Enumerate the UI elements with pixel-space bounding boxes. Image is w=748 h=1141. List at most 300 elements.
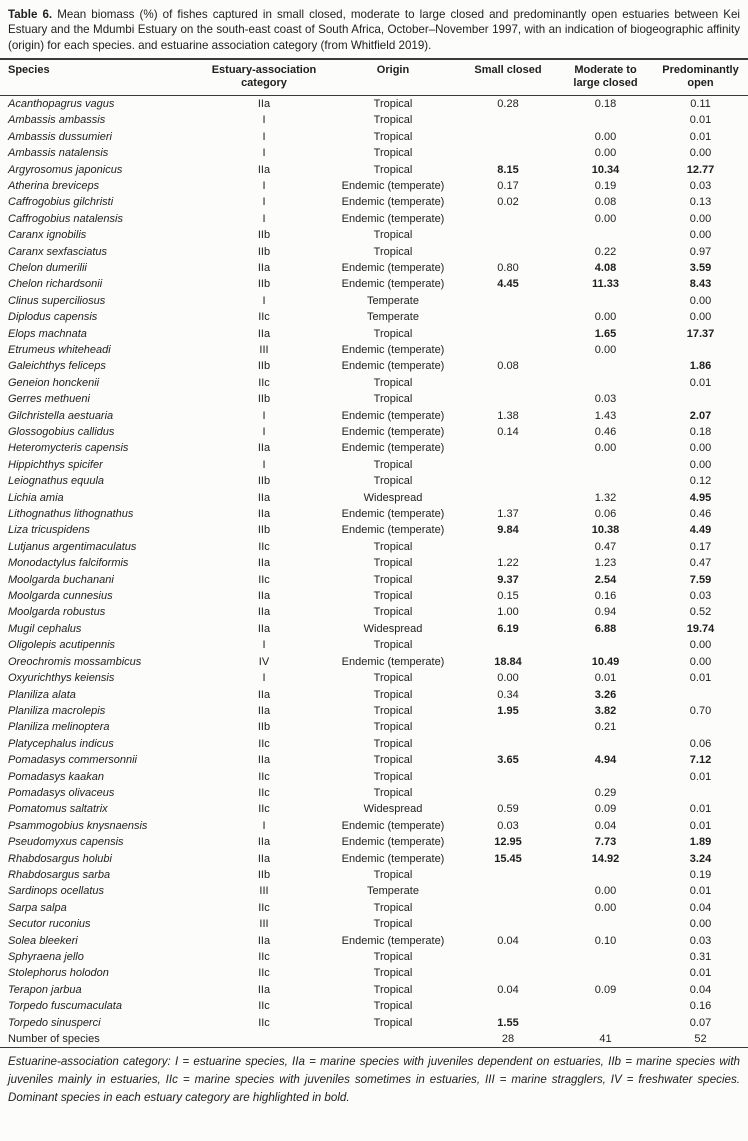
origin-cell: Tropical — [373, 721, 413, 734]
category-cell: IIa — [257, 163, 271, 176]
value-cell: 0.03 — [689, 590, 712, 603]
category-cell: IIa — [257, 606, 271, 619]
species-cell: Leiognathus equula — [8, 475, 105, 488]
origin-cell: Tropical — [373, 967, 413, 980]
value-cell: 0.08 — [497, 360, 519, 373]
value-cell: 1.43 — [594, 409, 617, 422]
value-cell: 0.00 — [689, 639, 712, 652]
summary-label: Number of species — [0, 1031, 200, 1048]
origin-cell: Temperate — [367, 885, 419, 898]
category-cell: III — [259, 885, 269, 898]
origin-cell: Tropical — [373, 951, 413, 964]
value-cell: 1.23 — [594, 557, 617, 570]
origin-cell: Tropical — [373, 245, 413, 258]
value-cell: 6.88 — [594, 622, 617, 635]
value-cell: 0.52 — [689, 606, 712, 619]
value-cell — [458, 244, 558, 260]
value-cell: 10.34 — [591, 163, 620, 176]
table-row — [0, 408, 748, 424]
category-cell: IIc — [258, 786, 270, 799]
origin-cell: Endemic (temperate) — [341, 508, 445, 521]
table-row — [0, 539, 748, 555]
value-cell: 0.00 — [689, 147, 712, 160]
origin-cell: Tropical — [373, 327, 413, 340]
value-cell: 0.94 — [594, 606, 617, 619]
value-cell: 4.45 — [497, 278, 519, 291]
value-cell — [558, 998, 653, 1014]
value-cell: 0.00 — [594, 147, 617, 160]
category-cell: IV — [258, 655, 270, 668]
value-cell — [458, 293, 558, 309]
table-caption-text: Mean biomass (%) of fishes captured in small closed, moderate to large closed and predominantly open estuaries between Kei Estuary and the Mdumbi Estuary on the south-east coast of South Africa, October–November 1997, with an indication of biogeographic affinity (origin) for each species. and estuarine association category (from Whitfield 2019). — [8, 8, 740, 52]
table-row — [0, 736, 748, 752]
species-cell: Ambassis ambassis — [8, 114, 106, 127]
table-row — [0, 375, 748, 391]
category-cell: I — [262, 672, 266, 685]
value-cell — [458, 769, 558, 785]
origin-cell: Tropical — [373, 918, 413, 931]
species-cell: Caranx ignobilis — [8, 229, 87, 242]
value-cell: 0.47 — [689, 557, 712, 570]
species-cell: Caffrogobius gilchristi — [8, 196, 114, 209]
value-cell — [458, 375, 558, 391]
value-cell — [458, 342, 558, 358]
category-cell: IIc — [258, 737, 270, 750]
origin-cell: Tropical — [373, 475, 413, 488]
value-cell: 18.84 — [494, 655, 522, 668]
value-cell: 1.95 — [497, 704, 519, 717]
origin-cell: Tropical — [373, 672, 413, 685]
value-cell: 17.37 — [686, 327, 715, 340]
species-cell: Rhabdosargus holubi — [8, 852, 112, 865]
category-cell: IIa — [257, 622, 271, 635]
value-cell — [458, 736, 558, 752]
species-cell: Pomadasys commersonnii — [8, 754, 137, 767]
value-cell: 1.89 — [689, 836, 712, 849]
species-cell: Secutor ruconius — [8, 918, 91, 931]
table-row — [0, 637, 748, 653]
species-cell: Ambassis dussumieri — [8, 130, 112, 143]
species-cell: Galeichthys feliceps — [8, 360, 106, 373]
value-cell: 0.00 — [594, 130, 617, 143]
species-cell: Liza tricuspidens — [8, 524, 90, 537]
value-cell: 0.00 — [689, 458, 712, 471]
summary-value: 52 — [653, 1031, 748, 1048]
category-cell: IIa — [257, 491, 271, 504]
origin-cell: Tropical — [373, 901, 413, 914]
value-cell: 10.38 — [591, 524, 620, 537]
column-header-5: Predominantly open — [653, 59, 748, 96]
category-cell: IIc — [258, 967, 270, 980]
species-cell: Gilchristella aestuaria — [8, 409, 114, 422]
value-cell — [558, 916, 653, 932]
value-cell: 3.59 — [689, 261, 712, 274]
value-cell — [458, 457, 558, 473]
value-cell: 0.00 — [689, 212, 712, 225]
category-cell: IIb — [257, 721, 271, 734]
value-cell: 10.49 — [591, 655, 620, 668]
table-row — [0, 1015, 748, 1031]
species-cell: Chelon richardsonii — [8, 278, 103, 291]
header-row — [0, 59, 748, 96]
table-row — [0, 670, 748, 686]
value-cell — [558, 112, 653, 128]
value-cell: 0.14 — [497, 426, 519, 439]
species-cell: Planiliza melinoptera — [8, 721, 110, 734]
table-row — [0, 490, 748, 506]
value-cell: 1.86 — [689, 360, 712, 373]
value-cell: 4.95 — [689, 491, 712, 504]
value-cell: 0.28 — [497, 97, 519, 110]
table-body — [0, 95, 748, 1048]
category-cell: IIa — [257, 327, 271, 340]
table-row — [0, 851, 748, 867]
category-cell: IIa — [257, 261, 271, 274]
category-cell: IIc — [258, 1000, 270, 1013]
value-cell — [458, 490, 558, 506]
origin-cell: Endemic (temperate) — [341, 819, 445, 832]
value-cell — [458, 391, 558, 407]
table-row — [0, 867, 748, 883]
value-cell — [458, 965, 558, 981]
table-row — [0, 358, 748, 374]
origin-cell: Endemic (temperate) — [341, 196, 445, 209]
category-cell: IIa — [257, 983, 271, 996]
table-row — [0, 424, 748, 440]
table-row — [0, 391, 748, 407]
table-row — [0, 260, 748, 276]
category-cell: IIa — [257, 557, 271, 570]
origin-cell: Tropical — [373, 163, 413, 176]
value-cell: 0.00 — [594, 442, 617, 455]
table-row — [0, 178, 748, 194]
value-cell — [558, 473, 653, 489]
table-row — [0, 965, 748, 981]
origin-cell: Tropical — [373, 557, 413, 570]
species-cell: Moolgarda robustus — [8, 606, 106, 619]
category-cell: IIc — [258, 951, 270, 964]
column-header-2: Origin — [328, 59, 458, 96]
category-cell: IIb — [257, 360, 271, 373]
table-row — [0, 998, 748, 1014]
value-cell: 0.04 — [497, 934, 519, 947]
value-cell — [458, 867, 558, 883]
species-cell: Stolephorus holodon — [8, 967, 109, 980]
value-cell — [653, 785, 748, 801]
value-cell: 0.04 — [689, 901, 712, 914]
origin-cell: Endemic (temperate) — [341, 343, 445, 356]
value-cell: 0.70 — [689, 704, 712, 717]
value-cell: 8.43 — [689, 278, 712, 291]
origin-cell: Tropical — [373, 147, 413, 160]
value-cell — [458, 785, 558, 801]
value-cell: 0.46 — [689, 508, 712, 521]
value-cell: 0.02 — [497, 196, 519, 209]
species-cell: Pseudomyxus capensis — [8, 836, 124, 849]
origin-cell: Widespread — [363, 622, 423, 635]
column-header-3: Small closed — [458, 59, 558, 96]
value-cell: 0.03 — [497, 819, 519, 832]
category-cell: IIb — [257, 524, 271, 537]
value-cell — [458, 916, 558, 932]
summary-value — [200, 1031, 328, 1048]
category-cell: I — [262, 409, 266, 422]
category-cell: IIa — [257, 688, 271, 701]
species-cell: Rhabdosargus sarba — [8, 868, 111, 881]
table-row — [0, 227, 748, 243]
category-cell: I — [262, 458, 266, 471]
category-cell: III — [259, 343, 269, 356]
value-cell: 7.12 — [689, 754, 712, 767]
table-row — [0, 933, 748, 949]
table-row — [0, 326, 748, 342]
species-cell: Terapon jarbua — [8, 983, 82, 996]
category-cell: IIb — [257, 229, 271, 242]
value-cell: 0.01 — [689, 967, 712, 980]
value-cell: 0.01 — [689, 672, 712, 685]
value-cell: 0.19 — [689, 868, 712, 881]
origin-cell: Endemic (temperate) — [341, 655, 445, 668]
value-cell: 0.03 — [689, 179, 712, 192]
table-row — [0, 112, 748, 128]
table-row — [0, 785, 748, 801]
origin-cell: Tropical — [373, 458, 413, 471]
value-cell: 0.00 — [594, 901, 617, 914]
value-cell: 0.00 — [594, 885, 617, 898]
value-cell — [458, 883, 558, 899]
table-row — [0, 703, 748, 719]
value-cell: 0.13 — [689, 196, 712, 209]
species-cell: Chelon dumerilii — [8, 261, 87, 274]
value-cell: 9.37 — [497, 573, 519, 586]
value-cell: 0.08 — [594, 196, 617, 209]
value-cell: 3.26 — [594, 688, 617, 701]
category-cell: IIa — [257, 97, 271, 110]
summary-value — [328, 1031, 458, 1048]
origin-cell: Endemic (temperate) — [341, 934, 445, 947]
category-cell: I — [262, 196, 266, 209]
category-cell: IIc — [258, 1016, 270, 1029]
category-cell: IIb — [257, 245, 271, 258]
table-row — [0, 621, 748, 637]
table-row — [0, 129, 748, 145]
table-row — [0, 162, 748, 178]
origin-cell: Temperate — [367, 294, 419, 307]
value-cell — [653, 687, 748, 703]
value-cell — [458, 473, 558, 489]
category-cell: IIc — [258, 573, 270, 586]
value-cell: 0.06 — [689, 737, 712, 750]
species-cell: Moolgarda cunnesius — [8, 590, 113, 603]
value-cell — [558, 227, 653, 243]
category-cell: IIa — [257, 442, 271, 455]
value-cell — [458, 112, 558, 128]
value-cell: 0.01 — [594, 672, 617, 685]
value-cell: 4.94 — [594, 754, 617, 767]
value-cell: 0.01 — [689, 114, 712, 127]
species-cell: Hippichthys spicifer — [8, 458, 103, 471]
category-cell: IIa — [257, 852, 271, 865]
species-cell: Monodactylus falciformis — [8, 557, 129, 570]
species-cell: Platycephalus indicus — [8, 737, 114, 750]
value-cell: 0.80 — [497, 261, 519, 274]
table-row — [0, 883, 748, 899]
category-cell: I — [262, 639, 266, 652]
origin-cell: Endemic (temperate) — [341, 212, 445, 225]
origin-cell: Endemic (temperate) — [341, 409, 445, 422]
value-cell: 0.01 — [689, 376, 712, 389]
summary-value: 28 — [458, 1031, 558, 1048]
value-cell: 2.54 — [594, 573, 617, 586]
value-cell: 12.95 — [494, 836, 522, 849]
origin-cell: Tropical — [373, 393, 413, 406]
origin-cell: Tropical — [373, 573, 413, 586]
species-cell: Moolgarda buchanani — [8, 573, 114, 586]
value-cell: 0.59 — [497, 803, 519, 816]
value-cell: 7.73 — [594, 836, 617, 849]
value-cell: 4.08 — [594, 261, 617, 274]
value-cell: 0.00 — [689, 311, 712, 324]
value-cell: 0.47 — [594, 540, 617, 553]
table-row — [0, 145, 748, 161]
table-row — [0, 309, 748, 325]
value-cell — [458, 129, 558, 145]
origin-cell: Tropical — [373, 1000, 413, 1013]
value-cell: 0.10 — [594, 934, 617, 947]
table-row — [0, 654, 748, 670]
table-row — [0, 95, 748, 112]
species-cell: Elops machnata — [8, 327, 87, 340]
value-cell — [653, 342, 748, 358]
category-cell: I — [262, 130, 266, 143]
origin-cell: Endemic (temperate) — [341, 852, 445, 865]
value-cell: 1.37 — [497, 508, 519, 521]
category-cell: IIc — [258, 803, 270, 816]
species-cell: Lithognathus lithognathus — [8, 508, 134, 521]
value-cell — [558, 1015, 653, 1031]
category-cell: III — [259, 918, 269, 931]
table-row — [0, 457, 748, 473]
species-cell: Atherina breviceps — [8, 179, 100, 192]
value-cell: 0.00 — [594, 212, 617, 225]
origin-cell: Tropical — [373, 754, 413, 767]
value-cell: 0.16 — [594, 590, 617, 603]
value-cell: 0.97 — [689, 245, 712, 258]
species-cell: Oreochromis mossambicus — [8, 655, 142, 668]
category-cell: IIb — [257, 475, 271, 488]
value-cell — [458, 637, 558, 653]
table-row — [0, 244, 748, 260]
category-cell: I — [262, 179, 266, 192]
value-cell: 0.22 — [594, 245, 617, 258]
category-cell: I — [262, 294, 266, 307]
species-cell: Pomatomus saltatrix — [8, 803, 108, 816]
value-cell: 8.15 — [497, 163, 519, 176]
origin-cell: Endemic (temperate) — [341, 179, 445, 192]
origin-cell: Tropical — [373, 229, 413, 242]
species-cell: Psammogobius knysnaensis — [8, 819, 148, 832]
value-cell: 0.03 — [689, 934, 712, 947]
table-row — [0, 801, 748, 817]
value-cell: 4.49 — [689, 524, 712, 537]
column-header-4: Moderate to large closed — [558, 59, 653, 96]
value-cell — [558, 736, 653, 752]
species-cell: Caffrogobius natalensis — [8, 212, 123, 225]
species-cell: Solea bleekeri — [8, 934, 78, 947]
category-cell: IIc — [258, 311, 270, 324]
value-cell: 0.04 — [497, 983, 519, 996]
species-cell: Torpedo sinusperci — [8, 1016, 101, 1029]
origin-cell: Tropical — [373, 97, 413, 110]
origin-cell: Endemic (temperate) — [341, 524, 445, 537]
species-cell: Planiliza alata — [8, 688, 76, 701]
table-row — [0, 604, 748, 620]
table-row — [0, 900, 748, 916]
origin-cell: Tropical — [373, 983, 413, 996]
species-cell: Sarpa salpa — [8, 901, 67, 914]
category-cell: IIa — [257, 508, 271, 521]
table-row — [0, 194, 748, 210]
species-cell: Glossogobius callidus — [8, 426, 115, 439]
value-cell: 0.16 — [689, 1000, 712, 1013]
value-cell: 0.06 — [594, 508, 617, 521]
origin-cell: Tropical — [373, 606, 413, 619]
value-cell — [558, 867, 653, 883]
origin-cell: Endemic (temperate) — [341, 442, 445, 455]
origin-cell: Tropical — [373, 786, 413, 799]
table-row — [0, 473, 748, 489]
value-cell — [458, 145, 558, 161]
table-row — [0, 211, 748, 227]
value-cell: 0.15 — [497, 590, 519, 603]
value-cell — [458, 326, 558, 342]
origin-cell: Endemic (temperate) — [341, 261, 445, 274]
value-cell: 0.29 — [594, 786, 617, 799]
category-cell: IIa — [257, 934, 271, 947]
origin-cell: Tropical — [373, 114, 413, 127]
value-cell: 0.01 — [689, 770, 712, 783]
species-cell: Mugil cephalus — [8, 622, 82, 635]
table-row — [0, 687, 748, 703]
species-cell: Heteromycteris capensis — [8, 442, 129, 455]
category-cell: IIc — [258, 376, 270, 389]
column-header-0: Species — [0, 59, 200, 96]
species-cell: Geneion honckenii — [8, 376, 100, 389]
value-cell: 0.17 — [497, 179, 519, 192]
value-cell — [458, 309, 558, 325]
table-row — [0, 293, 748, 309]
origin-cell: Tropical — [373, 639, 413, 652]
value-cell — [653, 391, 748, 407]
value-cell: 0.00 — [594, 311, 617, 324]
value-cell: 0.00 — [689, 229, 712, 242]
table-row — [0, 834, 748, 850]
species-cell: Pomadasys kaakan — [8, 770, 104, 783]
value-cell: 15.45 — [494, 852, 522, 865]
value-cell: 0.18 — [689, 426, 712, 439]
table-row — [0, 769, 748, 785]
table-header — [0, 59, 748, 96]
value-cell: 0.00 — [689, 918, 712, 931]
species-cell: Caranx sexfasciatus — [8, 245, 108, 258]
value-cell: 3.65 — [497, 754, 519, 767]
value-cell: 3.24 — [689, 852, 712, 865]
value-cell — [458, 900, 558, 916]
category-cell: I — [262, 426, 266, 439]
species-cell: Gerres methueni — [8, 393, 90, 406]
value-cell: 0.17 — [689, 540, 712, 553]
value-cell: 1.38 — [497, 409, 519, 422]
